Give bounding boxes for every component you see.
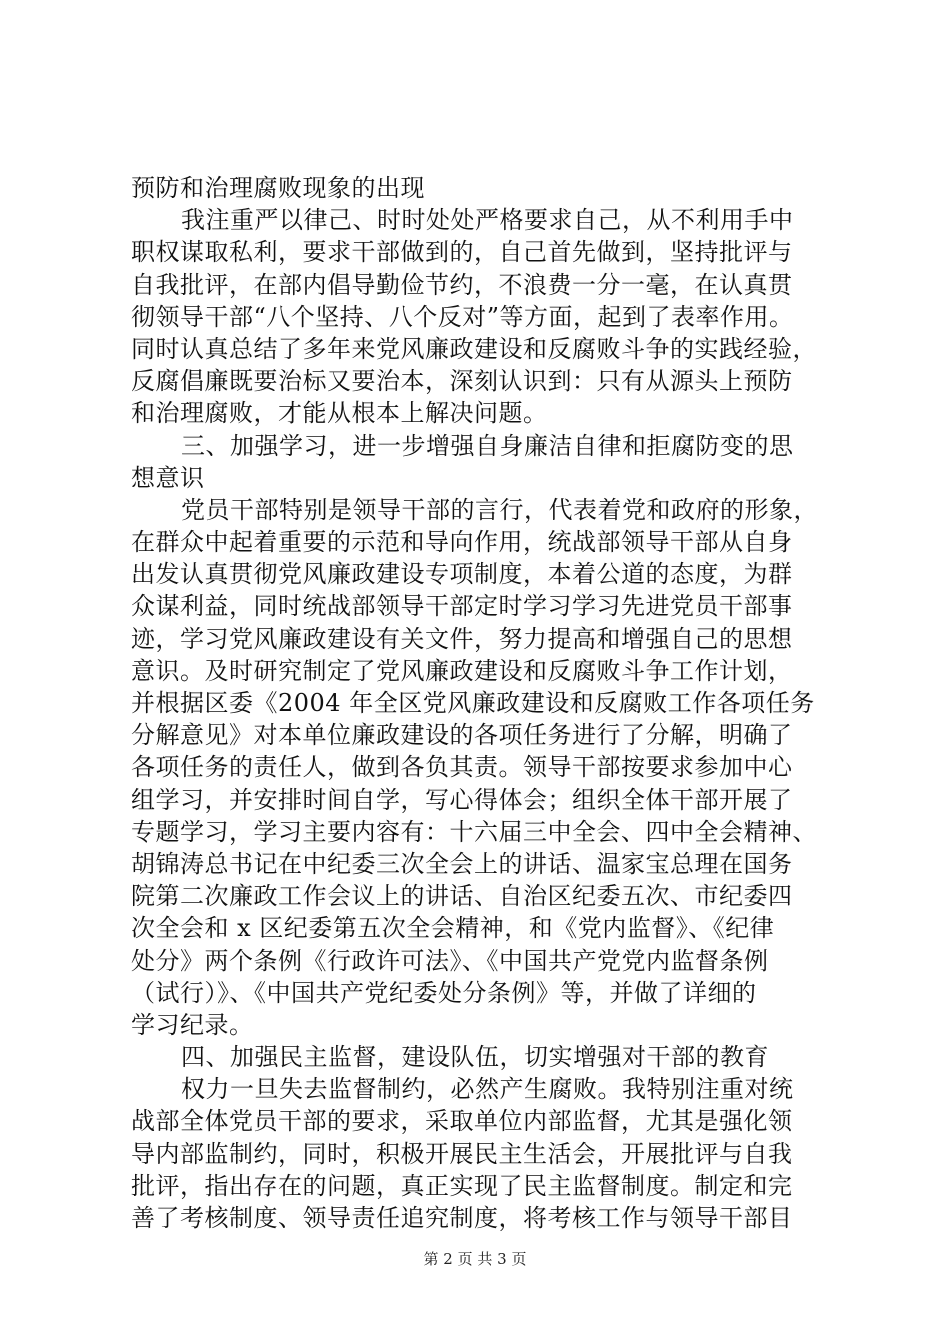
page-number-label: 第 2 页 共 3 页 [423,1250,527,1268]
text-line: 战部全体党员干部的要求，采取单位内部监督，尤其是强化领 [131,1107,793,1136]
text-line: 专题学习，学习主要内容有：十六届三中全会、四中全会精神、 [131,817,817,846]
text-line: 各项任务的责任人，做到各负其责。领导干部按要求参加中心 [131,753,793,782]
text-line: 次全会和 x 区纪委第五次全会精神，和《党内监督》、《纪律 [131,914,775,943]
paragraph-first-line: 权力一旦失去监督制约，必然产生腐败。我特别注重对统 [181,1075,794,1104]
text-line: 学习纪录。 [131,1010,254,1039]
document-body [131,172,835,1234]
paragraph-first-line: 我注重严以律己、时时处处严格要求自己，从不利用手中 [181,206,794,235]
text-line: 反腐倡廉既要治标又要治本，深刻认识到：只有从源头上预防 [131,367,793,396]
text-line: 并根据区委《2004 年全区党风廉政建设和反腐败工作各项任务 [131,689,815,717]
text-line: （试行）》、《中国共产党纪委处分条例》等，并做了详细的 [131,978,757,1007]
text-line: 彻领导干部“八个坚持、八个反对”等方面，起到了表率作用。 [131,302,794,331]
text-line: 同时认真总结了多年来党风廉政建设和反腐败斗争的实践经验， [131,334,817,363]
text-line: 善了考核制度、领导责任追究制度，将考核工作与领导干部目 [131,1204,793,1232]
text-line: 和治理腐败，才能从根本上解决问题。 [131,399,548,428]
text-line: 预防和治理腐败现象的出现 [131,174,425,202]
text-line: 处分》两个条例《行政许可法》、《中国共产党党内监督条例 [131,946,769,975]
paragraph-first-line: 党员干部特别是领导干部的言行，代表着党和政府的形象， [181,495,818,524]
text-line: 分解意见》对本单位廉政建设的各项任务进行了分解，明确了 [131,721,793,750]
text-line: 导内部监制约，同时，积极开展民主生活会，开展批评与自我 [131,1139,793,1168]
text-line: 众谋利益，同时统战部领导干部定时学习学习先进党员干部事 [131,592,793,621]
section-heading-3-continued: 想意识 [131,463,205,492]
text-line: 批评，指出存在的问题，真正实现了民主监督制度。制定和完 [131,1171,793,1200]
section-heading-3: 三、加强学习，进一步增强自身廉洁自律和拒腐防变的思 [181,431,794,460]
section-heading-4: 四、加强民主监督，建设队伍，切实增强对干部的教育 [181,1043,769,1072]
text-line: 院第二次廉政工作会议上的讲话、自治区纪委五次、市纪委四 [131,882,793,911]
text-line: 胡锦涛总书记在中纪委三次全会上的讲话、温家宝总理在国务 [131,849,793,878]
text-line: 职权谋取私利，要求干部做到的，自己首先做到，坚持批评与 [131,238,793,267]
text-line: 意识。及时研究制定了党风廉政建设和反腐败斗争工作计划， [131,656,793,685]
text-line: 组学习，并安排时间自学，写心得体会；组织全体干部开展了 [131,785,793,814]
page-footer [0,1249,950,1269]
text-line: 出发认真贯彻党风廉政建设专项制度，本着公道的态度，为群 [131,560,793,589]
text-line: 迹，学习党风廉政建设有关文件，努力提高和增强自己的思想 [131,624,793,653]
text-line: 在群众中起着重要的示范和导向作用，统战部领导干部从自身 [131,528,793,557]
text-line: 自我批评，在部内倡导勤俭节约，不浪费一分一毫，在认真贯 [131,270,793,299]
